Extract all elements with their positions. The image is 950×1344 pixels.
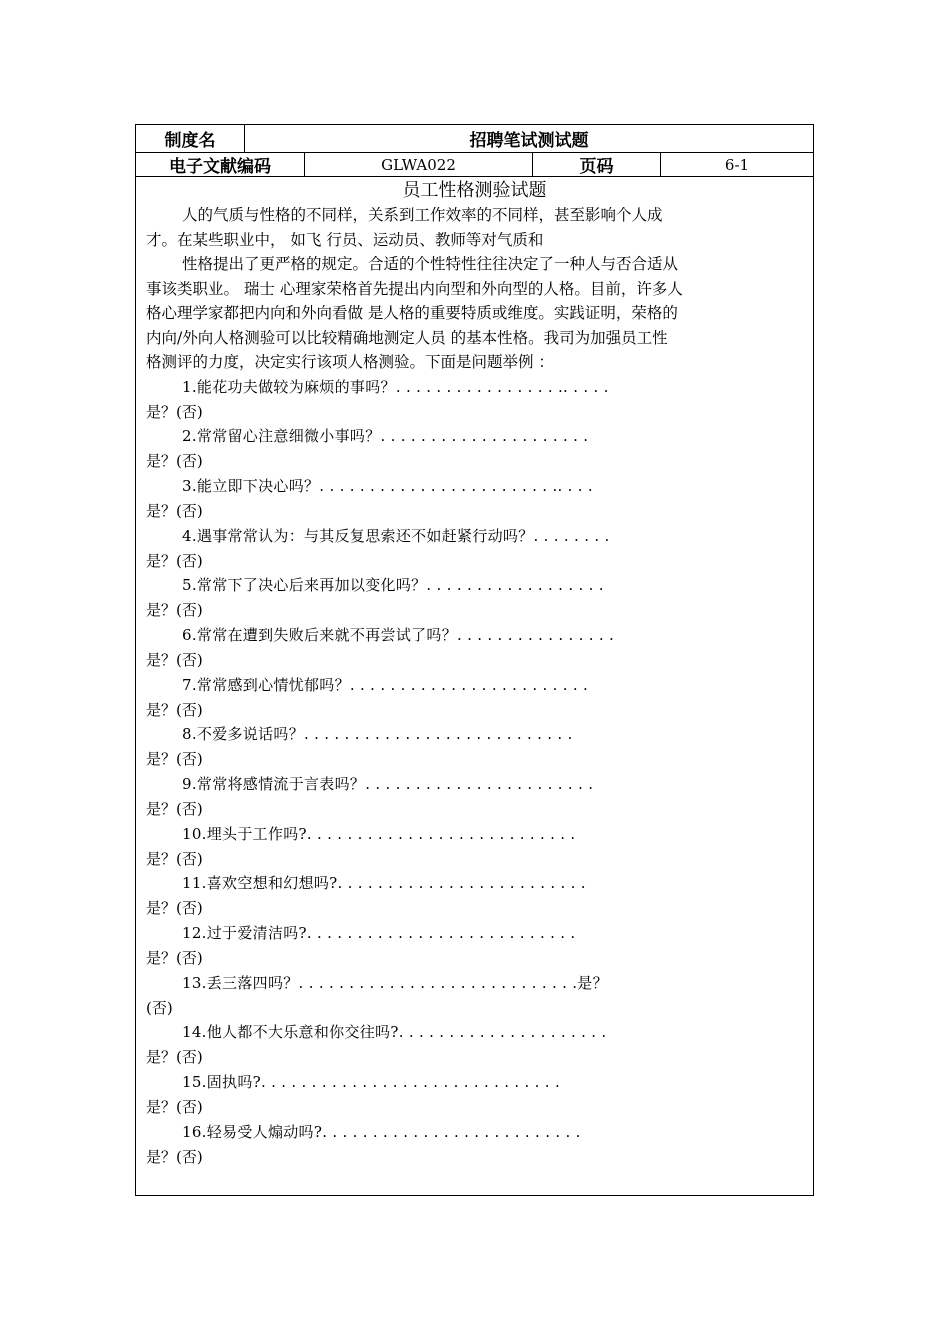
answer-options: 是？(否) [146, 551, 203, 570]
answer-options: 是？(否) [146, 750, 203, 769]
intro-line: 格心理学家都把内向和外向看做 是人格的重要特质或维度。实践证明，荣格的 [146, 304, 678, 322]
document-frame [135, 124, 814, 1196]
question-text: 11.喜欢空想和幻想吗?. . . . . . . . . . . . . . . . . . . . . . . . . [182, 874, 586, 893]
system-name-value: 招聘笔试测试题 [244, 125, 813, 152]
answer-options: 是？(否) [146, 800, 203, 818]
answer-options: 是？(否) [146, 849, 203, 868]
question-text: 15.固执吗?. . . . . . . . . . . . . . . . . . . . . . . . . . . . . . [182, 1073, 561, 1092]
answer-options: 是？(否) [146, 601, 203, 620]
page-label: 页码 [532, 153, 660, 176]
doc-code-label: 电子文献编码 [169, 157, 271, 177]
question-text: 16.轻易受人煽动吗?. . . . . . . . . . . . . . . . . . . . . . . . . . [182, 1122, 581, 1141]
document-body [136, 177, 813, 1195]
answer-options: 是？(否) [146, 1098, 203, 1117]
question-text: 14.他人都不大乐意和你交往吗?. . . . . . . . . . . . . . . . . . . . . [182, 1023, 607, 1042]
intro-line: 才。在某些职业中， 如飞 行员、运动员、教师等对气质和 [146, 230, 544, 249]
intro-line: 事该类职业。 瑞士 心理家荣格首先提出内向型和外向型的人格。目前，许多人 [146, 279, 683, 298]
question-text: 2.常常留心注意细微小事吗？. . . . . . . . . . . . . . . . . . . . . [182, 427, 589, 446]
intro-line: 内向/外向人格测验可以比较精确地测定人员 的基本性格。我司为加强员工性 [146, 328, 668, 347]
answer-options: 是？(否) [146, 700, 203, 719]
question-text: 9.常常将感情流于言表吗？. . . . . . . . . . . . . . . . . . . . . . . [182, 775, 594, 793]
header-row-code [136, 153, 813, 177]
answer-options: 是？(否) [146, 402, 203, 421]
question-list [136, 375, 813, 1170]
intro-line: 格测评的力度，决定实行该项人格测验。下面是问题举例 ： [146, 353, 554, 371]
question-text: 12.过于爱清洁吗?. . . . . . . . . . . . . . . . . . . . . . . . . . . [182, 924, 576, 943]
answer-options: 是？(否) [146, 949, 203, 968]
question-text: 5.常常下了决心后来再加以变化吗？. . . . . . . . . . . . . . . . . . [182, 576, 604, 595]
answer-options: 是？(否) [146, 452, 203, 471]
header-row-system [136, 125, 813, 153]
answer-options: 是？(否) [146, 650, 203, 669]
doc-code-value: GLWA022 [304, 153, 532, 176]
question-text: 10.埋头于工作吗?. . . . . . . . . . . . . . . . . . . . . . . . . . . [182, 824, 576, 843]
intro-paragraph [136, 203, 813, 375]
answer-options: (否) [146, 998, 173, 1017]
question-text: 13.丢三落四吗？. . . . . . . . . . . . . . . . . . . . . . . . . . . .是？ [182, 973, 608, 992]
system-name-label: 制度名 [164, 131, 216, 151]
answer-options: 是？(否) [146, 501, 203, 520]
intro-line: 人的气质与性格的不同样，关系到工作效率的不同样，甚至影响个人成 [182, 206, 663, 224]
question-text: 6.常常在遭到失败后来就不再尝试了吗？. . . . . . . . . . . . . . . . [182, 625, 615, 644]
question-text: 1.能花功夫做较为麻烦的事吗？. . . . . . . . . . . . . . . . .. . . . . [182, 377, 609, 396]
answer-options: 是？(否) [146, 1147, 203, 1166]
intro-line: 性格提出了更严格的规定。合适的个性特性往往决定了一种人与否合适从 [182, 255, 679, 273]
answer-options: 是？(否) [146, 899, 203, 918]
question-text: 3.能立即下决心吗？. . . . . . . . . . . . . . . . . . . . . . . .. . . . [182, 476, 593, 495]
question-text: 8.不爱多说话吗？. . . . . . . . . . . . . . . . . . . . . . . . . . . [182, 725, 573, 744]
page-value: 6-1 [660, 153, 813, 176]
question-text: 4.遇事常常认为：与其反复思索还不如赶紧行动吗？. . . . . . . . [182, 526, 610, 545]
document-title: 员工性格测验试题 [402, 180, 547, 201]
answer-options: 是？(否) [146, 1048, 203, 1067]
question-text: 7.常常感到心情忧郁吗？. . . . . . . . . . . . . . . . . . . . . . . . [182, 675, 589, 694]
